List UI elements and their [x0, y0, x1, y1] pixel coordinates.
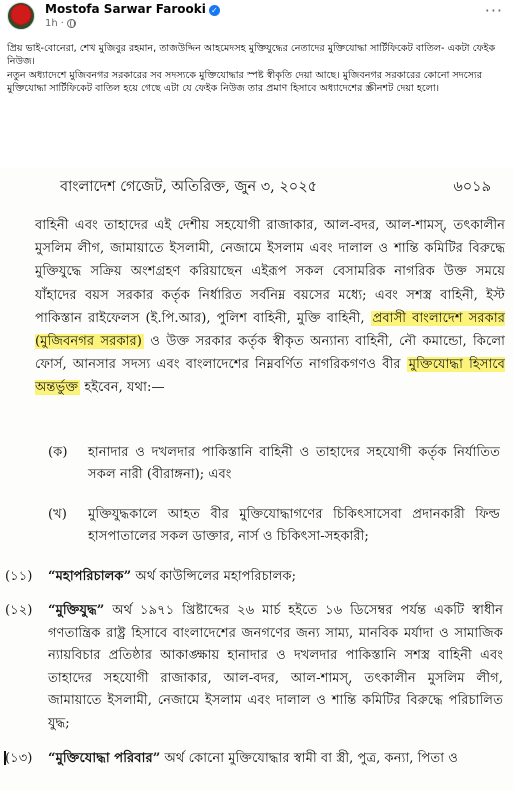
margin-mark — [4, 751, 9, 765]
post-caption — [7, 42, 507, 96]
post-time[interactable]: 1h — [45, 18, 58, 29]
post-header — [0, 0, 513, 38]
highlight-mujibnagar: প্রবাসী বাংলাদেশ সরকার (মুজিবনগর সরকার) — [35, 310, 505, 350]
author-name[interactable] — [45, 2, 220, 16]
definition-number: (১৩) — [5, 751, 33, 766]
intro-paragraph — [35, 214, 505, 400]
caption-line-2: নতুন অধ্যাদেশে মুজিবনগর সরকারের সব সদস্যকে মুক্তিযোদ্ধার স্পষ্ট স্বীকৃতি দেয়া আছে। মুজিবনগর সরকারের কোনো সদস্যের মুক্তিযোদ্ধা সার্টিফিকেট বাতিল হয়ে গেছে এটা যে ফেইক নিউজ তার প্রমাণ হিসাবে অধ্যাদেশের স্ক্রীনশট দেয়া হলো। — [7, 69, 483, 95]
sub-item-label: (খ) — [48, 507, 67, 522]
post-meta — [45, 18, 76, 29]
definition-text: অর্থ কোনো মুক্তিযোদ্ধার স্বামী বা স্ত্রী, পুত্র, কন্যা, পিতা ও — [160, 751, 459, 766]
definition-term: “মহাপরিচালক” — [48, 569, 132, 584]
definition-text: অর্থ ১৯৭১ খ্রিষ্টাব্দের ২৬ মার্চ হইতে ১৬ ডিসেম্বর পর্যন্ত একটি স্বাধীন গণতান্ত্রিক রাষ্ট্র হিসাবে বাংলাদেশের জনগণের জন্য সাম্য, মানবিক মর্যাদা ও সামাজিক ন্যায়বিচার প্রতিষ্ঠার আকাঙ্ক্ষায় হানাদার ও দখলদার পাকিস্তানি সশস্ত্র বাহিনী এবং তাহাদের সহযোগী রাজাকার, আল-বদর, আল-শামস্, তৎকালীন মুসলিম লীগ, জামায়াতে ইসলামী, নেজামে ইসলাম এবং দালাল ও শান্তি কমিটির বিরুদ্ধে পরিচালিত যুদ্ধ; — [48, 603, 503, 731]
definition-text: অর্থ কাউন্সিলের মহাপরিচালক; — [131, 569, 297, 584]
definition-term: “মুক্তিযুদ্ধ” — [48, 603, 105, 618]
definition-number: (১২) — [5, 603, 33, 618]
public-globe-icon — [67, 19, 76, 28]
meta-separator: · — [60, 18, 64, 29]
caption-line-1: প্রিয় ভাই-বোনেরা, শেখ মুজিবুর রহমান, তাজউদ্দিন আহমেদসহ মুক্তিযুদ্ধের নেতাদের মুক্তিযোদ্ধা সার্টিফিকেট বাতিল- একটা ফেইক নিউজ। — [7, 43, 496, 68]
intro-text-1: বাহিনী এবং তাহাদের এই দেশীয় সহযোগী রাজাকার, আল-বদর, আল-শামস্, তৎকালীন মুসলিম লীগ, জামায়াতে ইসলামী, নেজামে ইসলাম এবং দালাল ও শান্তি কমিটির বিরুদ্ধে মুক্তিযুদ্ধে সক্রিয় অংশগ্রহণ করিয়াছেন এইরূপ সকল বেসামরিক নাগরিক উক্ত সময়ে যাঁহাদের বয়স সরকার কর্তৃক নির্ধারিত সর্বনিম্ন বয়সের মধ্যে; এবং সশস্ত্র বাহিনী, ইস্ট পাকিস্তান রাইফেলস (ই.পি.আর), পুলিশ বাহিনী, মুক্তি বাহিনী, — [35, 218, 505, 326]
more-options-icon[interactable]: ··· — [484, 1, 503, 20]
gazette-page-number: ৬০১৯ — [453, 179, 491, 195]
definition-body — [48, 748, 503, 771]
gazette-screenshot[interactable] — [0, 168, 513, 790]
definition-term: “মুক্তিযোদ্ধা পরিবার” — [48, 751, 161, 766]
sub-item-text: মুক্তিযুদ্ধকালে আহত বীর মুক্তিযোদ্ধাগণের চিকিৎসাসেবা প্রদানকারী ফিল্ড হাসপাতালের সকল ডাক্তার, নার্স ও চিকিৎসা-সহকারী; — [88, 507, 500, 544]
definition-body — [48, 600, 503, 736]
highlight-freedom-fighter: মুক্তিযোদ্ধা হিসাবে অন্তর্ভুক্ত — [35, 357, 505, 396]
definition-body — [48, 566, 503, 589]
gazette-header — [0, 176, 513, 202]
intro-text-3: হইবেন, যথা:— — [80, 380, 165, 396]
sub-item-ka — [0, 442, 513, 492]
sub-item-label: (ক) — [48, 445, 68, 460]
author-avatar[interactable] — [7, 2, 35, 30]
sub-item-text: হানাদার ও দখলদার পাকিস্তানি বাহিনী ও তাহাদের সহযোগী কর্তৃক নির্যাতিত সকল নারী (বীরাঙ্গনা); এবং — [88, 445, 500, 482]
author-name-text[interactable]: Mostofa Sarwar Farooki — [45, 2, 206, 16]
sub-item-kha — [0, 504, 513, 554]
intro-text-2: ও উক্ত সরকার কর্তৃক স্বীকৃত অন্যান্য বাহিনী, নৌ কমান্ডো, কিলো ফোর্স, আনসার সদস্য এবং বাংলাদেশের নিম্নবর্ণিত নাগরিকগণও বীর — [35, 334, 505, 373]
gazette-title: বাংলাদেশ গেজেট, অতিরিক্ত, জুন ৩, ২০২৫ — [60, 179, 318, 195]
definition-number: (১১) — [5, 569, 33, 584]
verified-badge-icon: ✓ — [209, 5, 220, 16]
